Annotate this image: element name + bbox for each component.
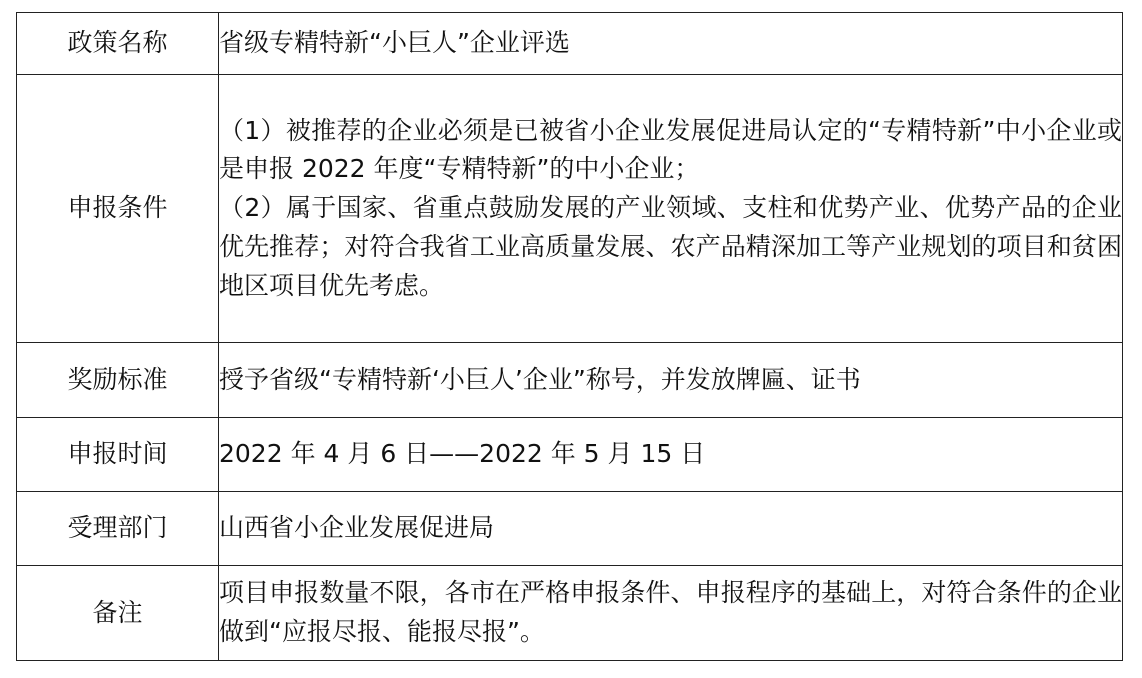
row-application-conditions <box>17 75 1123 343</box>
application-period-text: 2022 年 4 月 6 日——2022 年 5 月 15 日 <box>219 439 706 469</box>
application-conditions-value <box>219 75 1123 343</box>
policy-name-label: 政策名称 <box>17 13 219 75</box>
reward-standard-label: 奖励标准 <box>17 343 219 418</box>
receiving-department-text: 山西省小企业发展促进局 <box>219 513 495 543</box>
condition-item-2: （2）属于国家、省重点鼓励发展的产业领域、支柱和优势产业、优势产品的企业优先推荐；对符合我省工业高质量发展、农产品精深加工等产业规划的项目和贫困地区项目优先考虑。 <box>219 193 1122 300</box>
row-policy-name <box>17 13 1123 75</box>
reward-standard-text: 授予省级“专精特新‘小巨人’企业”称号，并发放牌匾、证书 <box>219 364 861 394</box>
policy-table <box>16 12 1123 661</box>
application-period-value <box>219 418 1123 492</box>
receiving-department-value <box>219 492 1123 566</box>
remarks-label: 备注 <box>17 566 219 661</box>
policy-name-text: 省级专精特新“小巨人”企业评选 <box>219 28 570 58</box>
row-remarks <box>17 566 1123 661</box>
receiving-department-label: 受理部门 <box>17 492 219 566</box>
row-reward-standard <box>17 343 1123 418</box>
policy-name-value <box>219 13 1123 75</box>
remarks-text: 项目申报数量不限，各市在严格申报条件、申报程序的基础上，对符合条件的企业做到“应报尽报、能报尽报”。 <box>219 578 1122 646</box>
application-period-label: 申报时间 <box>17 418 219 492</box>
application-conditions-label: 申报条件 <box>17 75 219 343</box>
remarks-value <box>219 566 1123 661</box>
row-application-period <box>17 418 1123 492</box>
condition-item-1: （1）被推荐的企业必须是已被省小企业发展促进局认定的“专精特新”中小企业或是申报 2022 年度“专精特新”的中小企业； <box>219 115 1122 184</box>
row-receiving-department <box>17 492 1123 566</box>
reward-standard-value <box>219 343 1123 418</box>
